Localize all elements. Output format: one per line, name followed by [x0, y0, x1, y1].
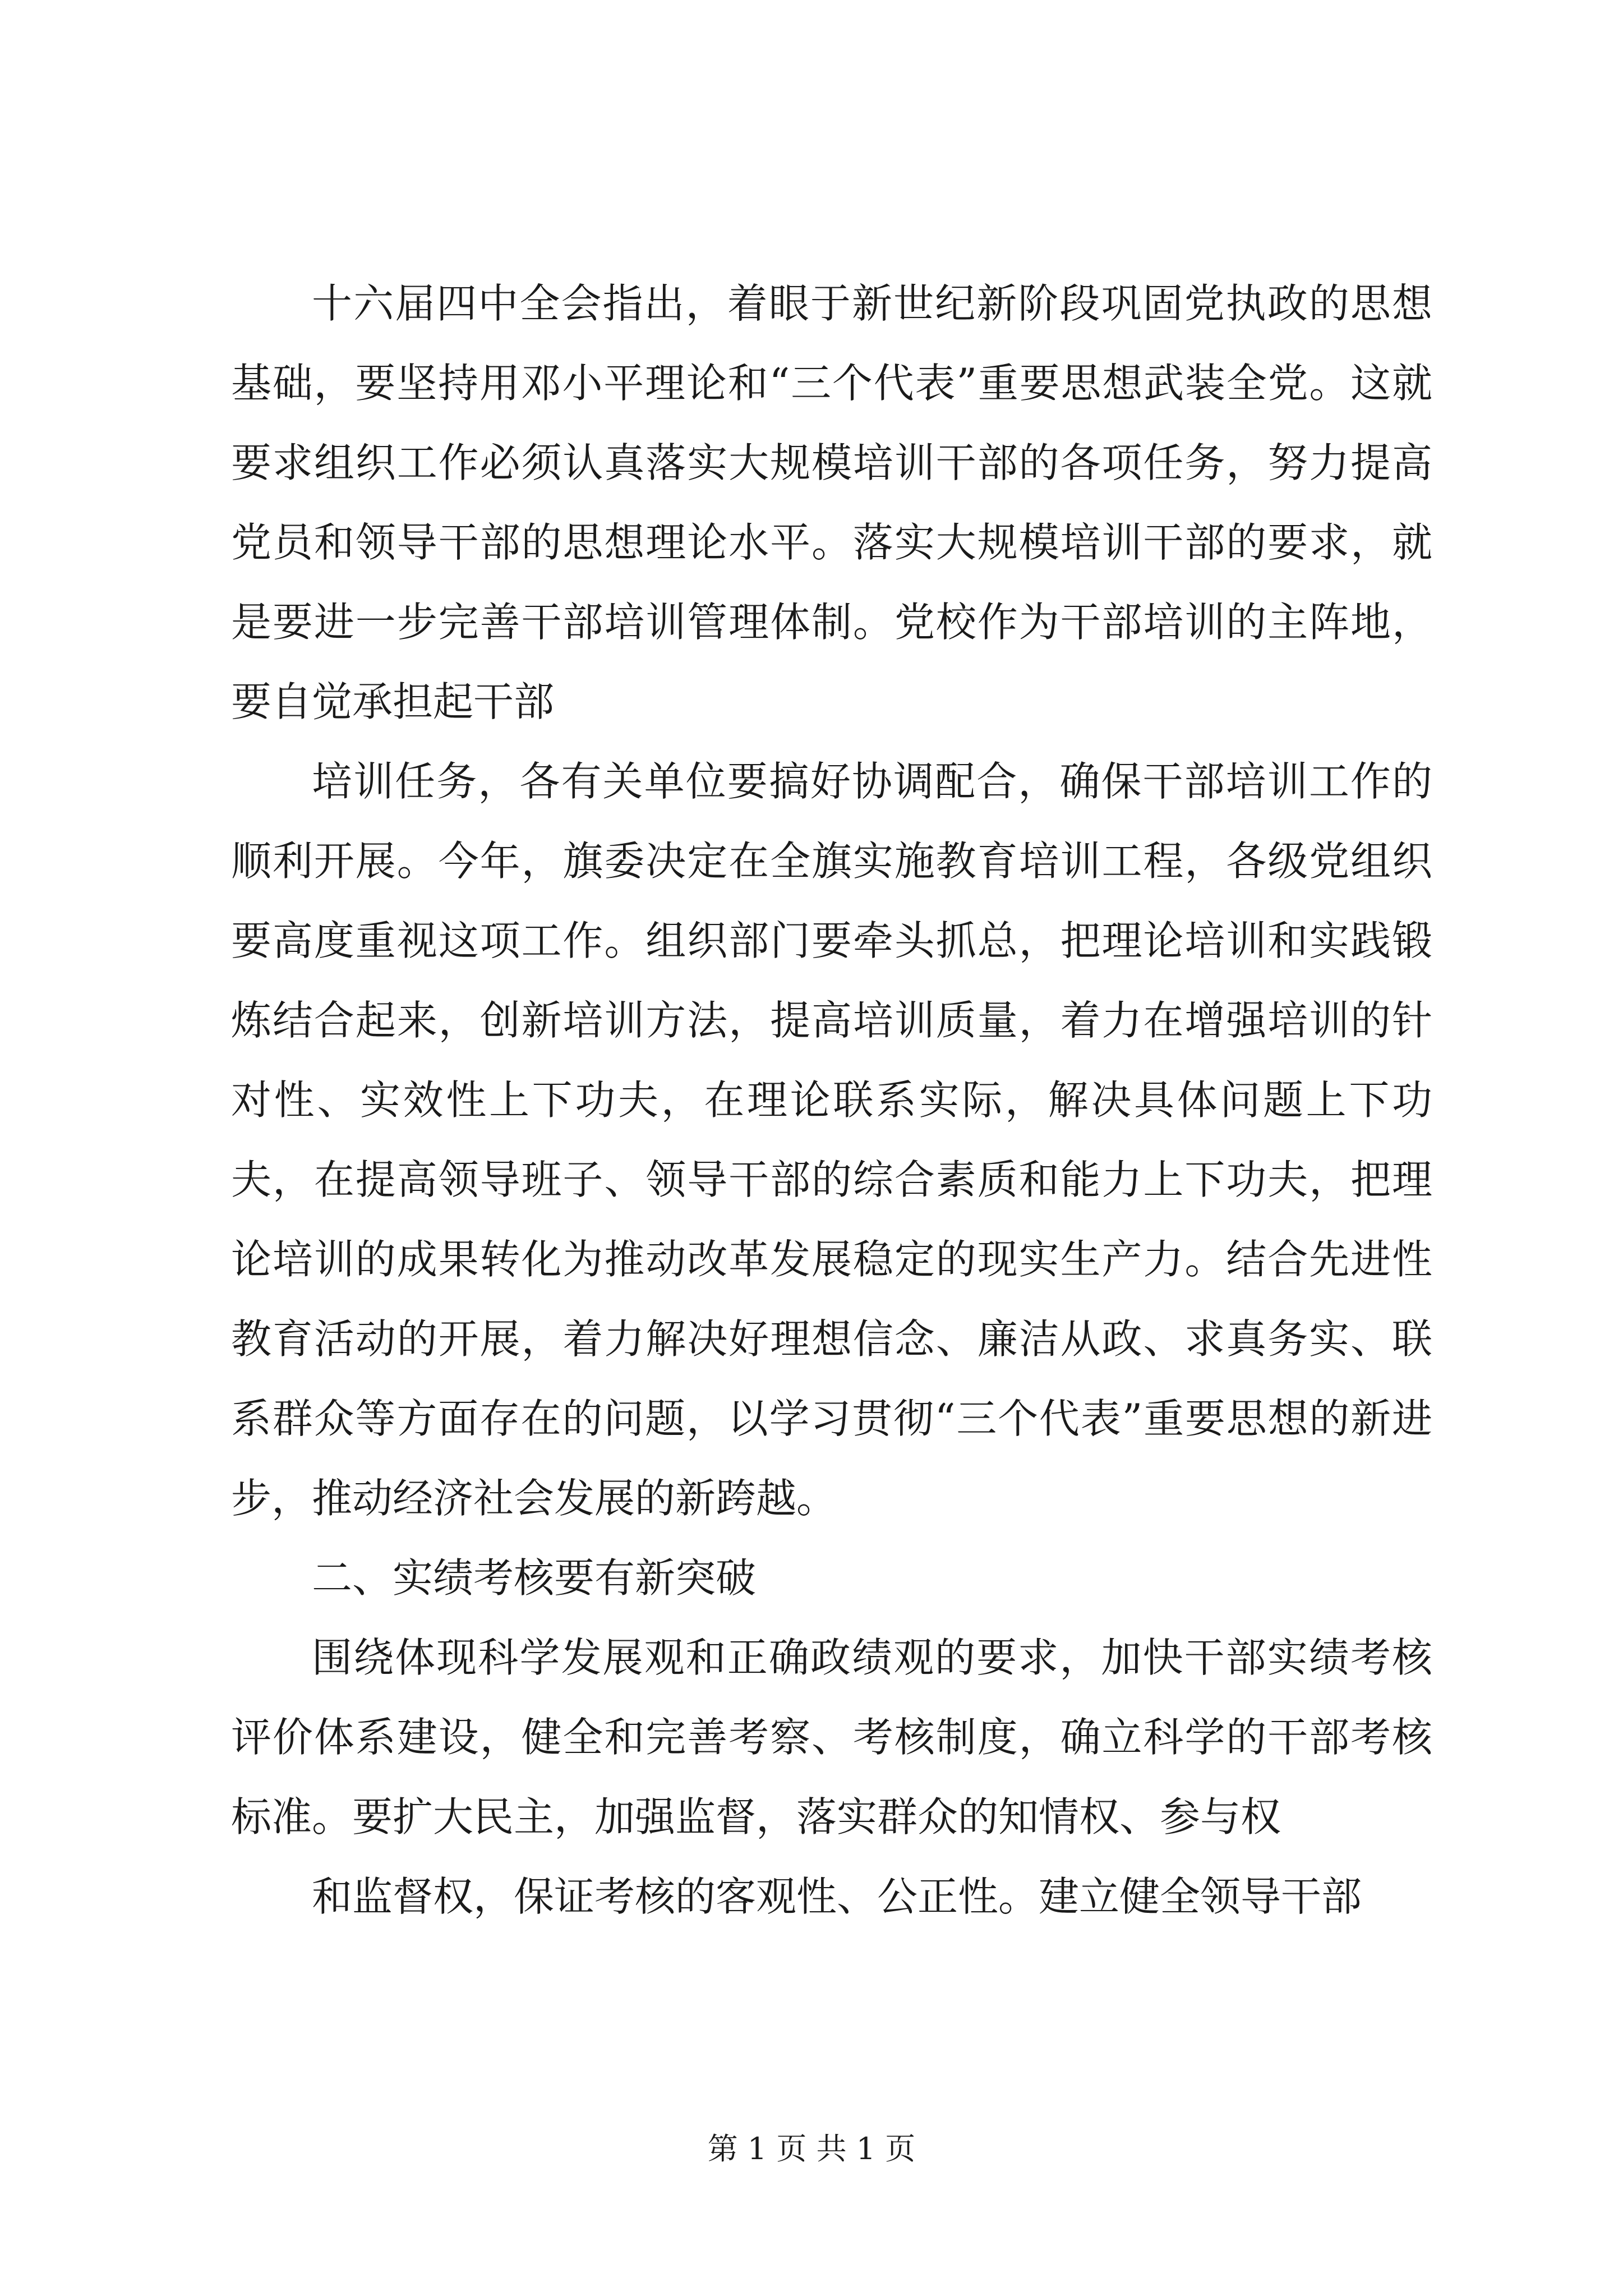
- document-body: [231, 264, 1432, 1936]
- paragraph-3: 围绕体现科学发展观和正确政绩观的要求，加快干部实绩考核评价体系建设，健全和完善考察、考核制度，确立科学的干部考核标准。要扩大民主，加强监督，落实群众的知情权、参与权: [231, 1634, 1432, 1841]
- paragraph-4: 和监督权，保证考核的客观性、公正性。建立健全领导干部: [312, 1873, 1362, 1920]
- paragraph-1: 十六届四中全会指出，着眼于新世纪新阶段巩固党执政的思想基础，要坚持用邓小平理论和“三个代表”重要思想武装全党。这就要求组织工作必须认真落实大规模培训干部的各项任务，努力提高党员和领导干部的思想理论水平。落实大规模培训干部的要求，就是要进一步完善干部培训管理体制。党校作为干部培训的主阵地，要自觉承担起干部: [231, 280, 1432, 725]
- paragraph-2: 培训任务，各有关单位要搞好协调配合，确保干部培训工作的顺利开展。今年，旗委决定在全旗实施教育培训工程，各级党组织要高度重视这项工作。组织部门要牵头抓总，把理论培训和实践锻炼结合起来，创新培训方法，提高培训质量，着力在增强培训的针对性、实效性上下功夫，在理论联系实际，解决具体问题上下功夫，在提高领导班子、领导干部的综合素质和能力上下功夫，把理论培训的成果转化为推动改革发展稳定的现实生产力。结合先进性教育活动的开展，着力解决好理想信念、廉洁从政、求真务实、联系群众等方面存在的问题，以学习贯彻“三个代表”重要思想的新进步，推动经济社会发展的新跨越。: [231, 758, 1432, 1522]
- section-heading: 二、实绩考核要有新突破: [312, 1554, 757, 1602]
- page-footer: 第 1 页 共 1 页: [707, 2131, 916, 2166]
